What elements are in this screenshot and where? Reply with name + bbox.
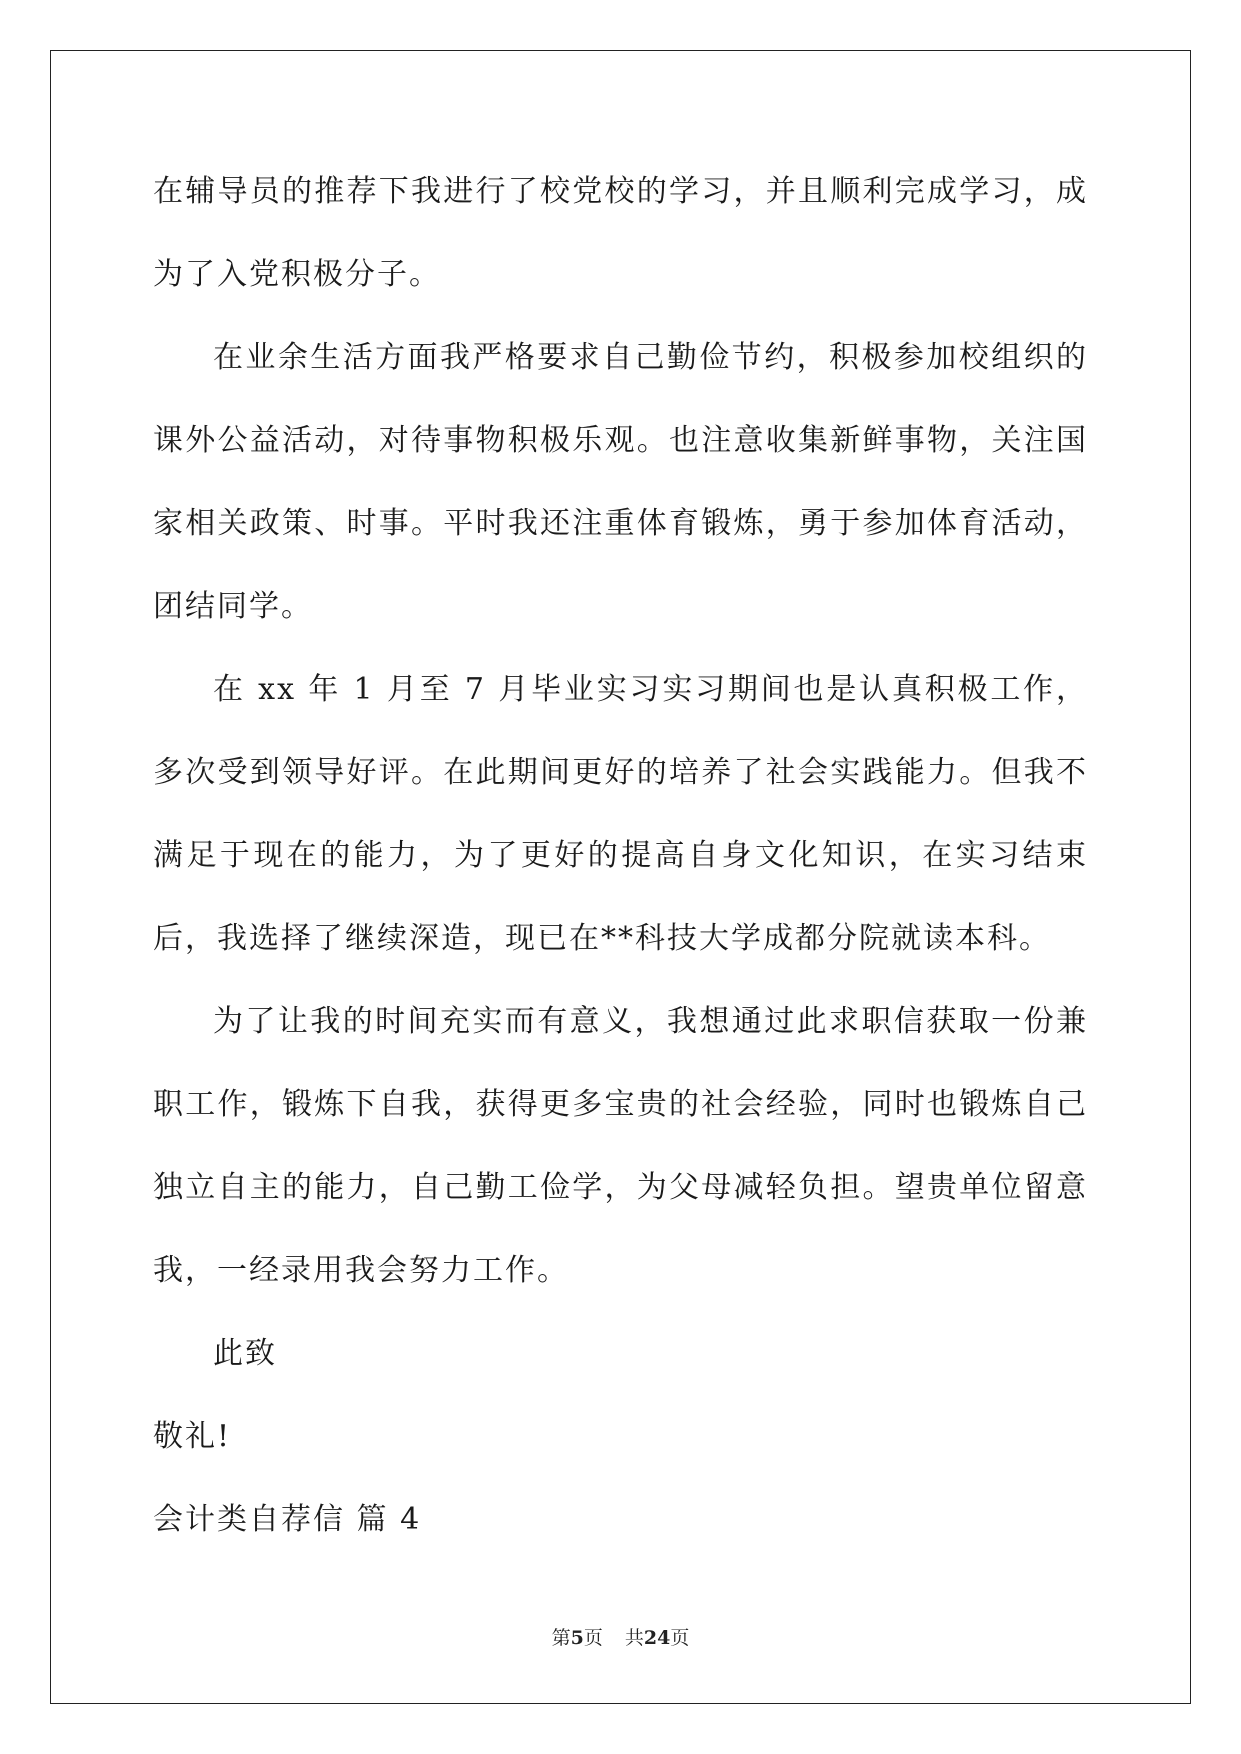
paragraph-4: 为了让我的时间充实而有意义，我想通过此求职信获取一份兼职工作，锻炼下自我，获得更多宝贵的社会经验，同时也锻炼自己独立自主的能力，自己勤工俭学，为父母减轻负担。望贵单位留意我，一经录用我会努力工作。	[153, 1004, 1088, 1288]
paragraph-1: 在辅导员的推荐下我进行了校党校的学习，并且顺利完成学习，成为了入党积极分子。	[153, 174, 1088, 292]
footer-page-number: 5	[570, 1627, 584, 1649]
section-title: 会计类自荐信 篇 4	[153, 1502, 422, 1537]
footer-total-suffix: 页	[670, 1627, 690, 1649]
paragraph-2: 在业余生活方面我严格要求自己勤俭节约，积极参加校组织的课外公益活动，对待事物积极乐观。也注意收集新鲜事物，关注国家相关政策、时事。平时我还注重体育锻炼，勇于参加体育活动，团结同学。	[153, 340, 1088, 624]
footer-total-pages: 24	[643, 1627, 671, 1649]
page-footer	[0, 1623, 1241, 1650]
footer-page-suffix: 页	[583, 1627, 603, 1649]
paragraph-3: 在 xx 年 1 月至 7 月毕业实习实习期间也是认真积极工作，多次受到领导好评。在此期间更好的培养了社会实践能力。但我不满足于现在的能力，为了更好的提高自身文化知识，在实习结束后，我选择了继续深造，现已在**科技大学成都分院就读本科。	[153, 672, 1088, 956]
closing-text: 此致	[213, 1336, 277, 1371]
footer-total-prefix: 共	[624, 1627, 644, 1649]
salute-text: 敬礼!	[153, 1419, 232, 1454]
document-body	[153, 150, 1088, 1561]
footer-prefix: 第	[551, 1627, 571, 1649]
